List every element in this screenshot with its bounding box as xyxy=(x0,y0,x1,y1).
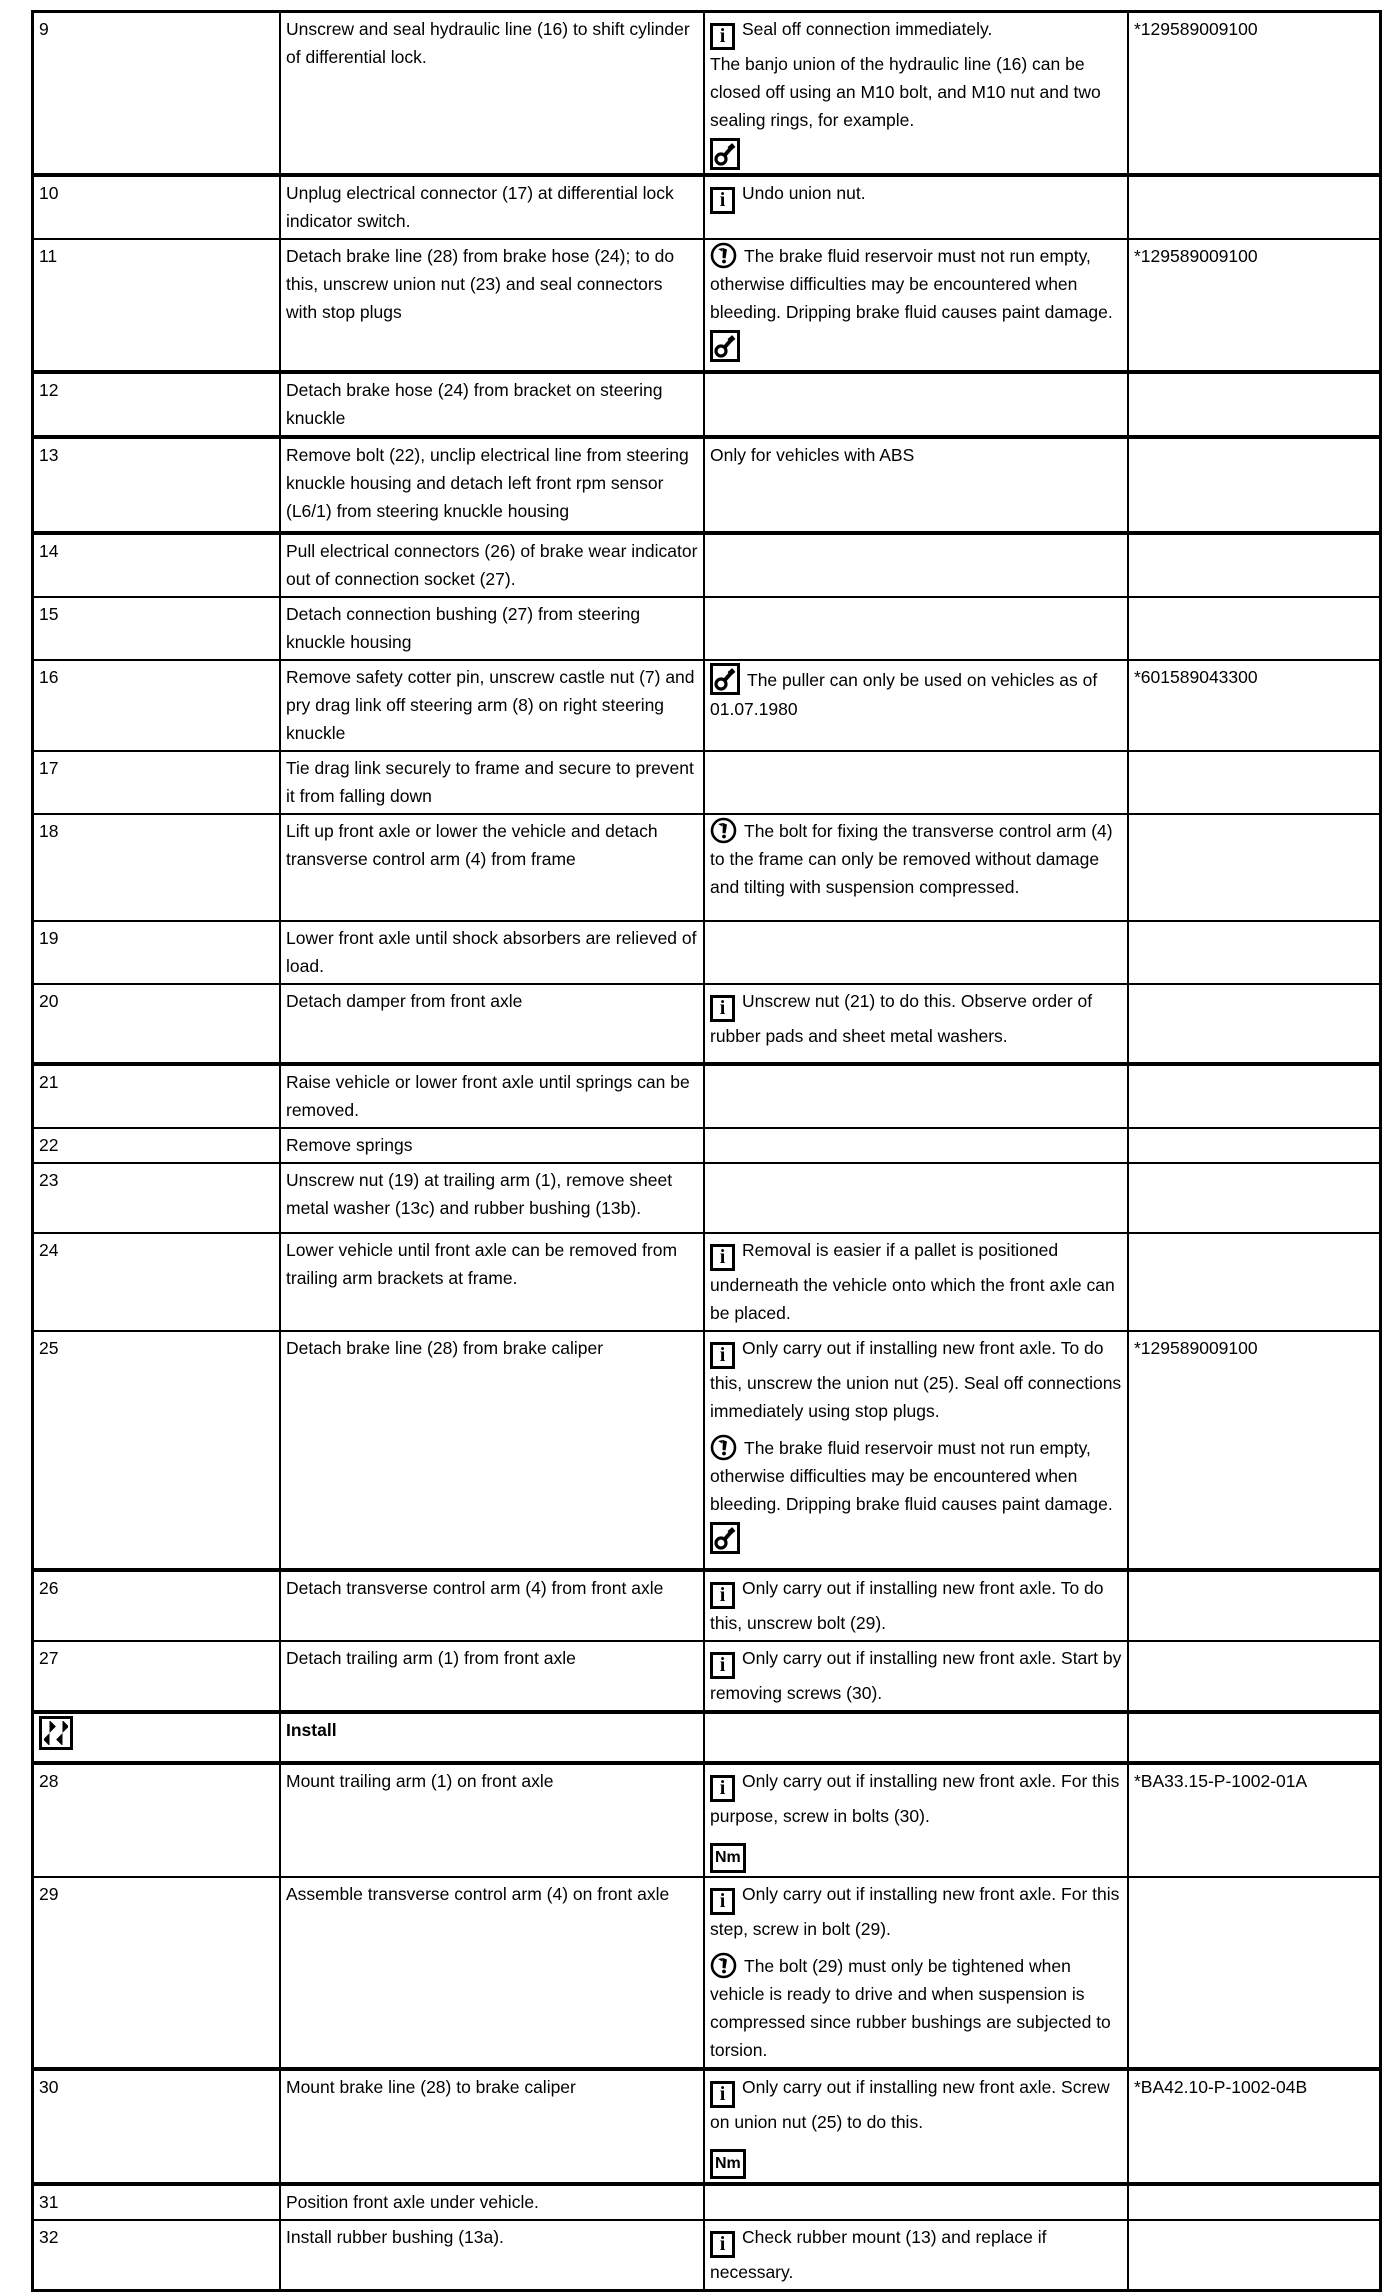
instruction-cell xyxy=(280,1570,704,1641)
instruction-text: Tie drag link securely to frame and secure to prevent it from falling down xyxy=(286,758,694,806)
note-cell xyxy=(704,1712,1128,1763)
step-number: 17 xyxy=(39,758,59,778)
note-cell xyxy=(704,751,1128,814)
note-paragraph xyxy=(710,1952,1122,2064)
note-cell xyxy=(704,1641,1128,1712)
note-paragraph xyxy=(710,817,1122,901)
note-text: The bolt for fixing the transverse control arm (4) to the frame can only be removed without damage and tilting with suspension compressed. xyxy=(710,821,1113,897)
instruction-text: Lower front axle until shock absorbers are relieved of load. xyxy=(286,928,697,976)
table-row xyxy=(33,372,1381,437)
note-cell xyxy=(704,1233,1128,1331)
note-text: Only carry out if installing new front axle. Screw on union nut (25) to do this. xyxy=(710,2077,1110,2132)
table-row xyxy=(33,1128,1381,1163)
info-icon xyxy=(710,995,735,1022)
instruction-cell xyxy=(280,239,704,372)
instruction-text: Unscrew nut (19) at trailing arm (1), remove sheet metal washer (13c) and rubber bushing (13b). xyxy=(286,1170,673,1218)
instruction-cell xyxy=(280,533,704,597)
reference-number: *129589009100 xyxy=(1134,246,1258,266)
reference-cell xyxy=(1128,1163,1381,1233)
step-number-cell xyxy=(33,984,281,1064)
instruction-text: Pull electrical connectors (26) of brake wear indicator out of connection socket (27). xyxy=(286,541,698,589)
step-number: 30 xyxy=(39,2077,59,2097)
note-cell xyxy=(704,1128,1128,1163)
note-cell xyxy=(704,984,1128,1064)
table-row xyxy=(33,597,1381,660)
step-number-cell xyxy=(33,660,281,751)
note-cell xyxy=(704,1570,1128,1641)
note-paragraph xyxy=(710,330,1122,362)
note-cell xyxy=(704,1331,1128,1570)
note-cell xyxy=(704,437,1128,533)
note-cell xyxy=(704,533,1128,597)
reference-cell xyxy=(1128,533,1381,597)
note-paragraph xyxy=(710,138,1122,170)
step-number-cell xyxy=(33,533,281,597)
instruction-text: Remove springs xyxy=(286,1135,413,1155)
install-section-icon xyxy=(39,1716,73,1750)
step-number-cell xyxy=(33,1763,281,1877)
step-number: 19 xyxy=(39,928,59,948)
note-paragraph xyxy=(710,441,1122,469)
note-cell xyxy=(704,1877,1128,2069)
step-number-cell xyxy=(33,1712,281,1763)
torque-nm-icon xyxy=(710,2149,746,2179)
step-number-cell xyxy=(33,1064,281,1128)
table-row xyxy=(33,437,1381,533)
note-text: Only for vehicles with ABS xyxy=(710,445,915,465)
step-number-cell xyxy=(33,814,281,921)
info-icon xyxy=(710,1582,735,1609)
note-text: Undo union nut. xyxy=(742,183,866,203)
instruction-cell xyxy=(280,814,704,921)
torque-nm-icon-glyph: Nm xyxy=(715,2155,741,2172)
instruction-cell xyxy=(280,1712,704,1763)
instruction-cell xyxy=(280,1763,704,1877)
step-number: 23 xyxy=(39,1170,59,1190)
info-icon-glyph: i xyxy=(719,189,726,211)
reference-cell xyxy=(1128,984,1381,1064)
note-text: Seal off connection immediately. xyxy=(742,19,993,39)
step-number: 10 xyxy=(39,183,59,203)
note-paragraph xyxy=(710,1574,1122,1637)
step-number-cell xyxy=(33,372,281,437)
info-icon xyxy=(710,1775,735,1802)
note-paragraph xyxy=(710,179,1122,214)
reference-cell xyxy=(1128,175,1381,239)
instruction-text: Detach transverse control arm (4) from front axle xyxy=(286,1578,664,1598)
note-paragraph xyxy=(710,1236,1122,1327)
reference-cell xyxy=(1128,1877,1381,2069)
reference-number: *129589009100 xyxy=(1134,1338,1258,1358)
instruction-cell xyxy=(280,372,704,437)
info-icon-glyph: i xyxy=(719,1777,726,1799)
step-number-cell xyxy=(33,597,281,660)
table-row xyxy=(33,1641,1381,1712)
info-icon xyxy=(710,2231,735,2258)
info-icon xyxy=(710,187,735,214)
table-row xyxy=(33,2069,1381,2184)
special-tool-icon xyxy=(710,330,740,362)
note-paragraph xyxy=(710,50,1122,134)
table-row xyxy=(33,984,1381,1064)
danger-note-icon xyxy=(710,1434,737,1461)
step-number-cell xyxy=(33,1641,281,1712)
table-row xyxy=(33,660,1381,751)
instruction-text: Detach damper from front axle xyxy=(286,991,523,1011)
info-icon-glyph: i xyxy=(719,2083,726,2105)
table-row xyxy=(33,2184,1381,2220)
note-cell xyxy=(704,1163,1128,1233)
danger-note-icon xyxy=(710,242,737,269)
instruction-cell xyxy=(280,660,704,751)
reference-cell xyxy=(1128,751,1381,814)
step-number: 26 xyxy=(39,1578,59,1598)
reference-cell xyxy=(1128,1331,1381,1570)
instruction-cell xyxy=(280,2184,704,2220)
note-paragraph xyxy=(710,1522,1122,1554)
procedure-table xyxy=(31,10,1382,2292)
instruction-text: Detach brake line (28) from brake hose (24); to do this, unscrew union nut (23) and seal connectors with stop plugs xyxy=(286,246,675,322)
instruction-text: Mount trailing arm (1) on front axle xyxy=(286,1771,554,1791)
info-icon xyxy=(710,1888,735,1915)
reference-cell xyxy=(1128,1233,1381,1331)
table-row xyxy=(33,175,1381,239)
note-text: The banjo union of the hydraulic line (16) can be closed off using an M10 bolt, and M10 nut and two sealing rings, for example. xyxy=(710,54,1101,130)
step-number-cell xyxy=(33,1331,281,1570)
info-icon-glyph: i xyxy=(719,1344,726,1366)
table-row xyxy=(33,1570,1381,1641)
note-cell xyxy=(704,1064,1128,1128)
instruction-cell xyxy=(280,751,704,814)
instruction-cell xyxy=(280,597,704,660)
instruction-text: Remove bolt (22), unclip electrical line from steering knuckle housing and detach left front rpm sensor (L6/1) from steering knuckle housing xyxy=(286,445,689,521)
step-number: 31 xyxy=(39,2192,59,2212)
instruction-cell xyxy=(280,1128,704,1163)
special-tool-icon xyxy=(710,663,740,695)
info-icon xyxy=(710,2081,735,2108)
note-cell xyxy=(704,372,1128,437)
info-icon xyxy=(710,1652,735,1679)
table-row xyxy=(33,1331,1381,1570)
torque-nm-icon-glyph: Nm xyxy=(715,1849,741,1866)
note-text: Check rubber mount (13) and replace if necessary. xyxy=(710,2227,1047,2282)
step-number: 32 xyxy=(39,2227,59,2247)
instruction-text: Raise vehicle or lower front axle until springs can be removed. xyxy=(286,1072,690,1120)
note-text: Unscrew nut (21) to do this. Observe order of rubber pads and sheet metal washers. xyxy=(710,991,1093,1046)
table-row xyxy=(33,1712,1381,1763)
note-cell xyxy=(704,2220,1128,2291)
note-paragraph xyxy=(710,1834,1122,1873)
note-text: Only carry out if installing new front axle. To do this, unscrew bolt (29). xyxy=(710,1578,1104,1633)
instruction-cell xyxy=(280,1233,704,1331)
note-cell xyxy=(704,597,1128,660)
reference-cell xyxy=(1128,1641,1381,1712)
info-icon-glyph: i xyxy=(719,25,726,47)
info-icon-glyph: i xyxy=(719,997,726,1019)
note-text: The puller can only be used on vehicles as of 01.07.1980 xyxy=(710,670,1098,719)
table-row xyxy=(33,1163,1381,1233)
reference-cell xyxy=(1128,1712,1381,1763)
step-number: 20 xyxy=(39,991,59,1011)
step-number: 14 xyxy=(39,541,59,561)
note-cell xyxy=(704,814,1128,921)
reference-cell xyxy=(1128,2220,1381,2291)
note-cell xyxy=(704,239,1128,372)
reference-cell xyxy=(1128,1128,1381,1163)
special-tool-icon xyxy=(710,138,740,170)
instruction-cell xyxy=(280,437,704,533)
step-number-cell xyxy=(33,2184,281,2220)
table-row xyxy=(33,1064,1381,1128)
step-number: 27 xyxy=(39,1648,59,1668)
step-number: 16 xyxy=(39,667,59,687)
step-number: 21 xyxy=(39,1072,59,1092)
instruction-cell xyxy=(280,175,704,239)
step-number: 22 xyxy=(39,1135,59,1155)
table-row xyxy=(33,12,1381,176)
step-number-cell xyxy=(33,1163,281,1233)
instruction-text: Assemble transverse control arm (4) on front axle xyxy=(286,1884,670,1904)
step-number-cell xyxy=(33,1128,281,1163)
note-paragraph xyxy=(710,2140,1122,2179)
reference-number: *129589009100 xyxy=(1134,19,1258,39)
step-number: 25 xyxy=(39,1338,59,1358)
note-cell xyxy=(704,660,1128,751)
instruction-text: Detach connection bushing (27) from steering knuckle housing xyxy=(286,604,641,652)
instruction-cell xyxy=(280,12,704,176)
reference-cell xyxy=(1128,1763,1381,1877)
special-tool-icon xyxy=(710,1522,740,1554)
info-icon-glyph: i xyxy=(719,1584,726,1606)
instruction-cell xyxy=(280,1331,704,1570)
note-text: Only carry out if installing new front axle. For this step, screw in bolt (29). xyxy=(710,1884,1120,1939)
step-number: 11 xyxy=(39,246,58,266)
instruction-text: Unplug electrical connector (17) at differential lock indicator switch. xyxy=(286,183,674,231)
note-paragraph xyxy=(710,1334,1122,1425)
note-text: Removal is easier if a pallet is positioned underneath the vehicle onto which the front axle can be placed. xyxy=(710,1240,1115,1323)
reference-cell xyxy=(1128,597,1381,660)
instruction-cell xyxy=(280,1163,704,1233)
step-number-cell xyxy=(33,1877,281,2069)
note-text: Only carry out if installing new front axle. For this purpose, screw in bolts (30). xyxy=(710,1771,1120,1826)
table-row xyxy=(33,2220,1381,2291)
instruction-text: Remove safety cotter pin, unscrew castle nut (7) and pry drag link off steering arm (8) on right steering knuckle xyxy=(286,667,695,743)
step-number: 9 xyxy=(39,19,49,39)
step-number-cell xyxy=(33,1233,281,1331)
note-cell xyxy=(704,921,1128,984)
info-icon-glyph: i xyxy=(719,1246,726,1268)
info-icon-glyph: i xyxy=(719,1890,726,1912)
reference-cell xyxy=(1128,437,1381,533)
instruction-cell xyxy=(280,921,704,984)
note-text: Only carry out if installing new front axle. Start by removing screws (30). xyxy=(710,1648,1122,1703)
step-number: 29 xyxy=(39,1884,59,1904)
note-paragraph xyxy=(710,242,1122,326)
reference-cell xyxy=(1128,921,1381,984)
note-text: Only carry out if installing new front axle. To do this, unscrew the union nut (25). Seal off connections immediately using stop plugs. xyxy=(710,1338,1122,1421)
step-number: 28 xyxy=(39,1771,59,1791)
table-row xyxy=(33,239,1381,372)
instruction-cell xyxy=(280,984,704,1064)
info-icon xyxy=(710,1342,735,1369)
reference-cell xyxy=(1128,1570,1381,1641)
note-text: The brake fluid reservoir must not run empty, otherwise difficulties may be encountered when bleeding. Dripping brake fluid causes paint damage. xyxy=(710,246,1113,322)
instruction-cell xyxy=(280,1641,704,1712)
instruction-text: Install xyxy=(286,1720,337,1740)
note-paragraph xyxy=(710,1767,1122,1830)
table-row xyxy=(33,1233,1381,1331)
instruction-text: Position front axle under vehicle. xyxy=(286,2192,539,2212)
reference-cell xyxy=(1128,2184,1381,2220)
note-cell xyxy=(704,12,1128,176)
instruction-cell xyxy=(280,2220,704,2291)
note-paragraph xyxy=(710,2073,1122,2136)
note-paragraph xyxy=(710,1880,1122,1943)
step-number-cell xyxy=(33,751,281,814)
info-icon-glyph: i xyxy=(719,1654,726,1676)
instruction-text: Detach brake line (28) from brake caliper xyxy=(286,1338,604,1358)
table-row xyxy=(33,751,1381,814)
reference-number: *BA33.15-P-1002-01A xyxy=(1134,1771,1308,1791)
step-number-cell xyxy=(33,2069,281,2184)
instruction-text: Install rubber bushing (13a). xyxy=(286,2227,504,2247)
info-icon xyxy=(710,23,735,50)
torque-nm-icon xyxy=(710,1843,746,1873)
info-icon-glyph: i xyxy=(719,2233,726,2255)
note-paragraph xyxy=(710,663,1122,723)
instruction-cell xyxy=(280,1877,704,2069)
reference-cell xyxy=(1128,372,1381,437)
step-number-cell xyxy=(33,12,281,176)
reference-cell xyxy=(1128,12,1381,176)
step-number: 12 xyxy=(39,380,59,400)
reference-number: *601589043300 xyxy=(1134,667,1258,687)
step-number: 15 xyxy=(39,604,59,624)
table-row xyxy=(33,814,1381,921)
instruction-text: Mount brake line (28) to brake caliper xyxy=(286,2077,576,2097)
table-row xyxy=(33,533,1381,597)
note-paragraph xyxy=(710,1644,1122,1707)
instruction-text: Detach trailing arm (1) from front axle xyxy=(286,1648,576,1668)
instruction-text: Detach brake hose (24) from bracket on steering knuckle xyxy=(286,380,663,428)
note-paragraph xyxy=(710,987,1122,1050)
table-row xyxy=(33,1763,1381,1877)
note-text: The bolt (29) must only be tightened when vehicle is ready to drive and when suspension is compressed since rubber bushings are subjected to torsion. xyxy=(710,1956,1111,2060)
note-paragraph xyxy=(710,2223,1122,2286)
info-icon xyxy=(710,1244,735,1271)
reference-number: *BA42.10-P-1002-04B xyxy=(1134,2077,1308,2097)
danger-note-icon xyxy=(710,1952,737,1979)
reference-cell xyxy=(1128,660,1381,751)
step-number: 24 xyxy=(39,1240,59,1260)
note-cell xyxy=(704,2184,1128,2220)
instruction-cell xyxy=(280,1064,704,1128)
step-number: 18 xyxy=(39,821,59,841)
step-number-cell xyxy=(33,239,281,372)
instruction-text: Lift up front axle or lower the vehicle and detach transverse control arm (4) from frame xyxy=(286,821,658,869)
note-paragraph xyxy=(710,15,1122,50)
note-paragraph xyxy=(710,1434,1122,1518)
step-number-cell xyxy=(33,437,281,533)
note-cell xyxy=(704,1763,1128,1877)
reference-cell xyxy=(1128,2069,1381,2184)
note-text: The brake fluid reservoir must not run empty, otherwise difficulties may be encountered when bleeding. Dripping brake fluid causes paint damage. xyxy=(710,1438,1113,1514)
danger-note-icon xyxy=(710,817,737,844)
step-number-cell xyxy=(33,175,281,239)
table-row xyxy=(33,921,1381,984)
reference-cell xyxy=(1128,1064,1381,1128)
instruction-text: Unscrew and seal hydraulic line (16) to shift cylinder of differential lock. xyxy=(286,19,690,67)
step-number-cell xyxy=(33,1570,281,1641)
instruction-cell xyxy=(280,2069,704,2184)
table-row xyxy=(33,1877,1381,2069)
reference-cell xyxy=(1128,239,1381,372)
note-cell xyxy=(704,2069,1128,2184)
reference-cell xyxy=(1128,814,1381,921)
note-cell xyxy=(704,175,1128,239)
step-number: 13 xyxy=(39,445,59,465)
instruction-text: Lower vehicle until front axle can be removed from trailing arm brackets at frame. xyxy=(286,1240,678,1288)
step-number-cell xyxy=(33,2220,281,2291)
step-number-cell xyxy=(33,921,281,984)
